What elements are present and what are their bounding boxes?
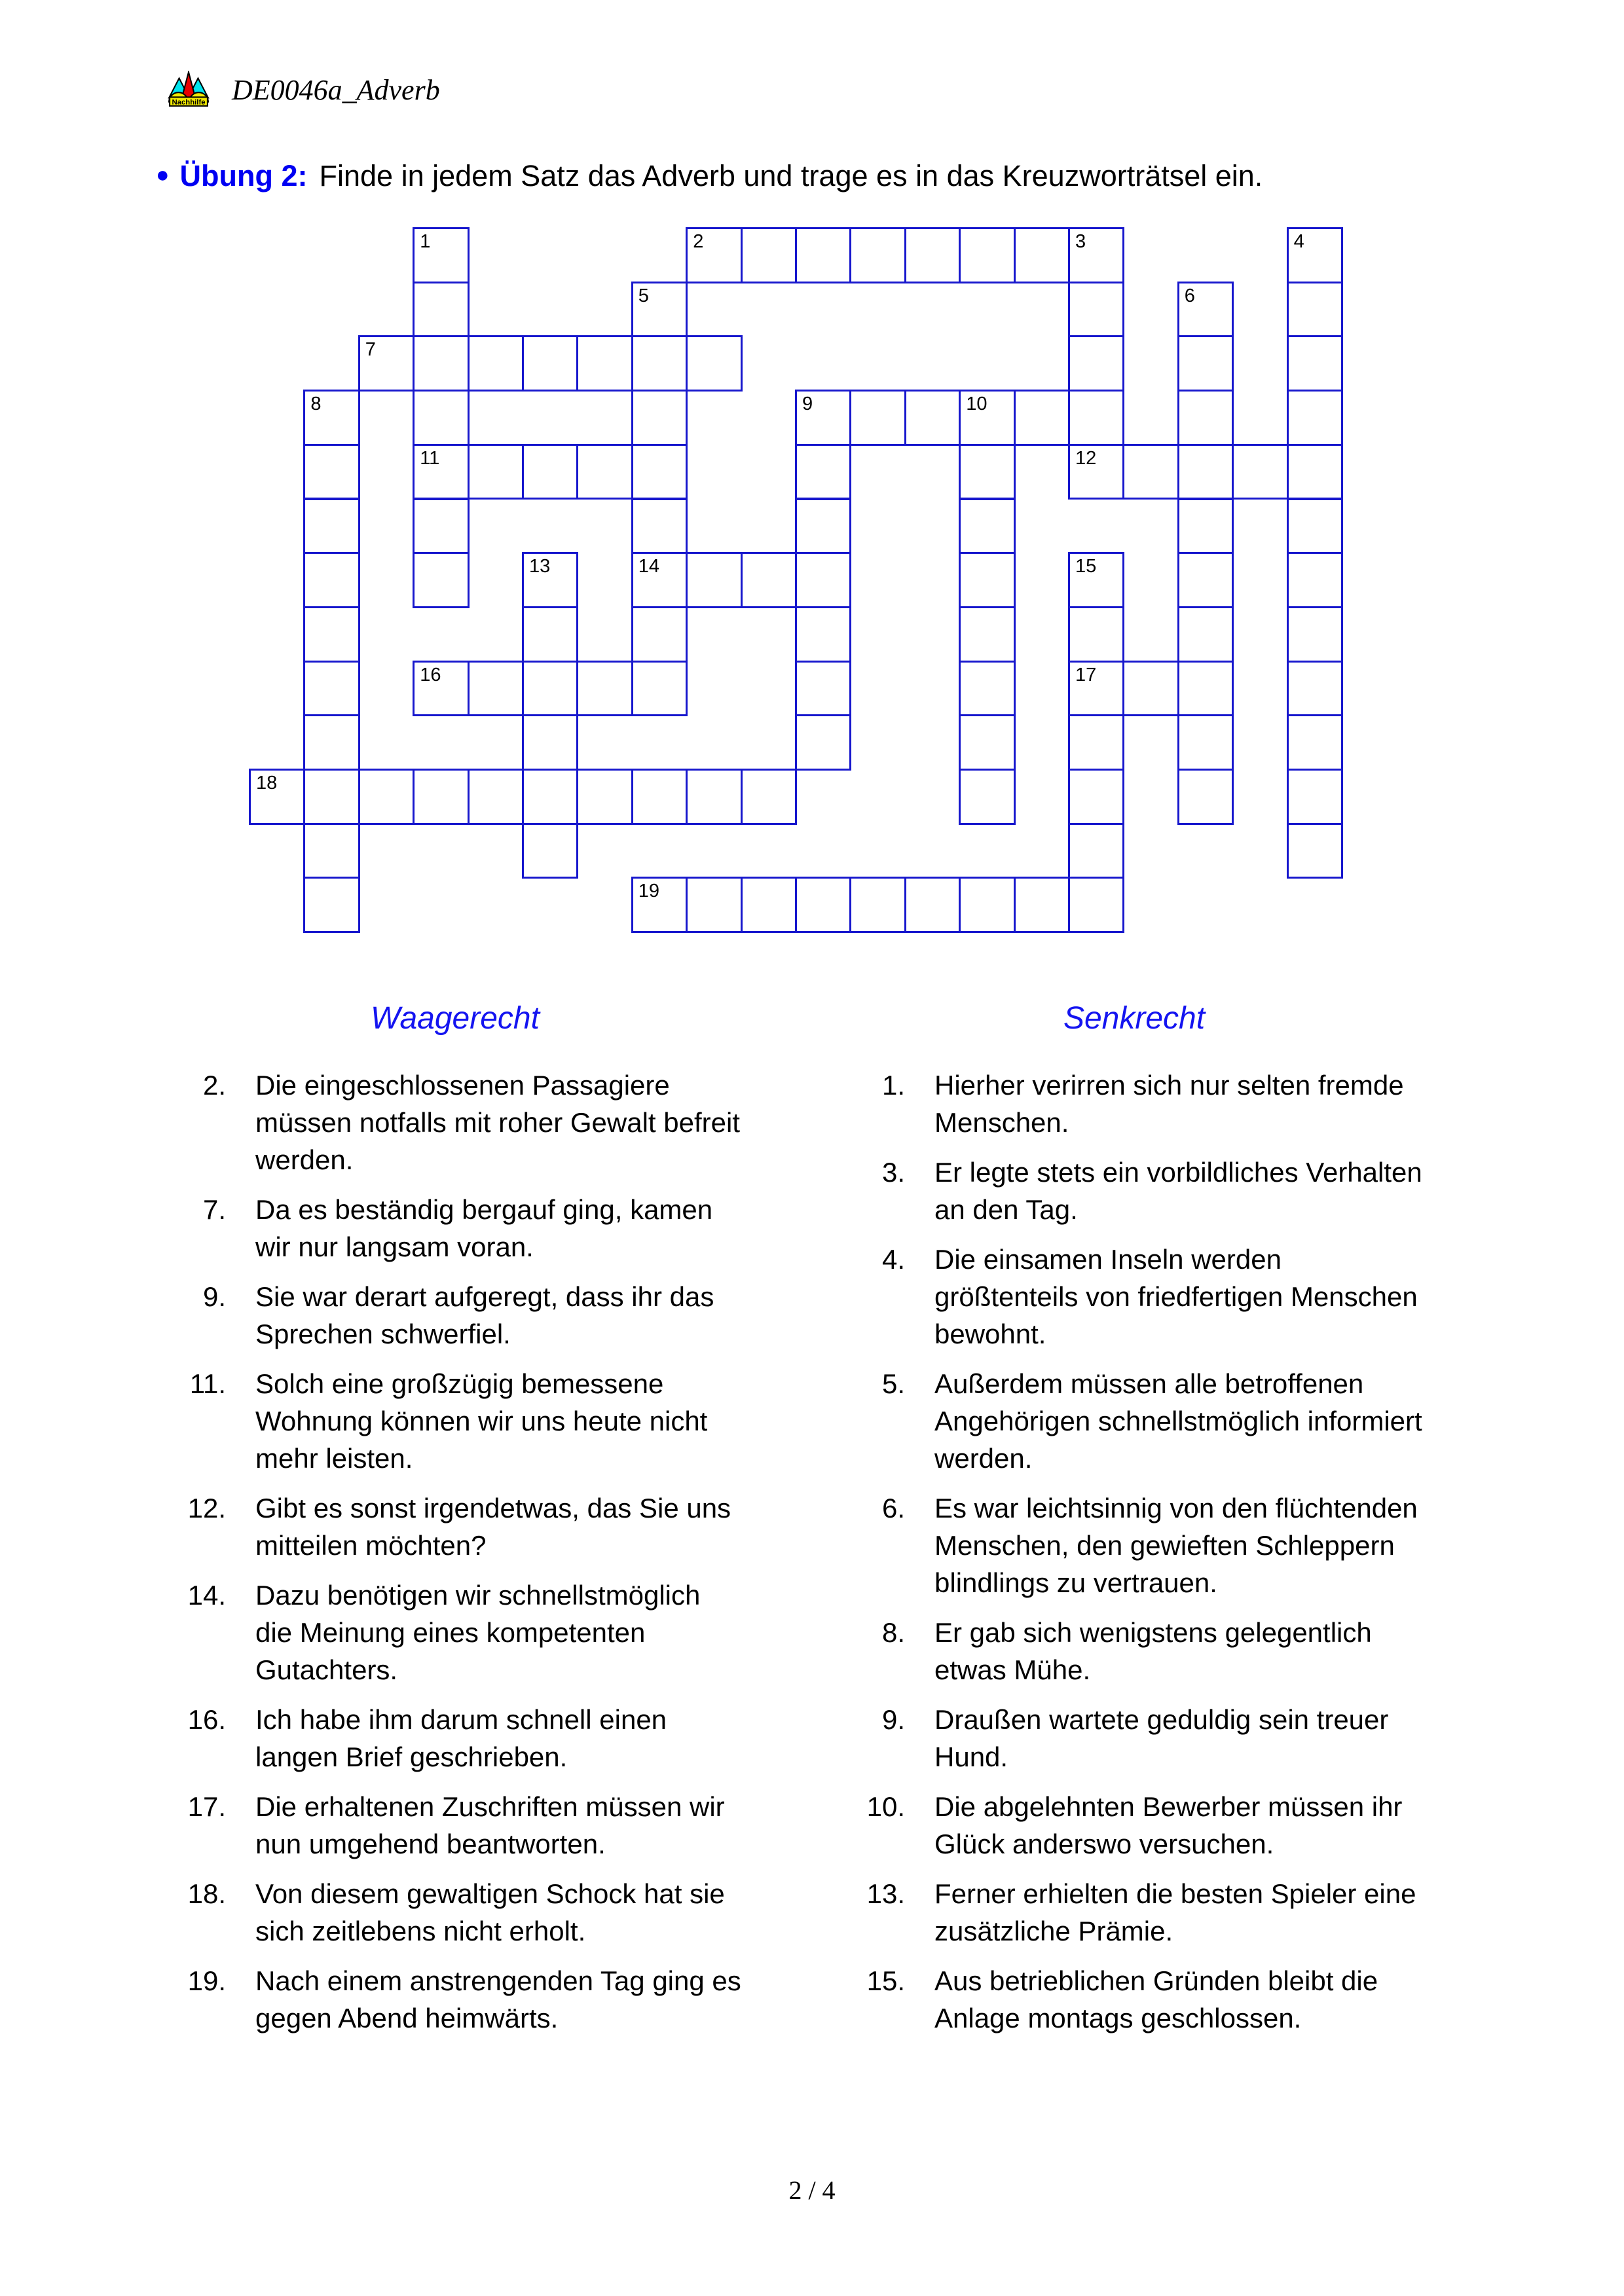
clue-number: 4.	[881, 1244, 905, 1275]
clue-text: Da es beständig bergauf ging, kamen wir nur langsam voran.	[255, 1194, 713, 1262]
clue-text: Die abgelehnten Bewerber müssen ihr Glück anderswo versuchen.	[934, 1791, 1403, 1859]
crossword-cell	[522, 823, 578, 879]
crossword-cell	[686, 769, 742, 825]
crossword-cell	[849, 390, 906, 446]
clue-item	[820, 1788, 1449, 1863]
clue-text: Die eingeschlossenen Passagiere müssen notfalls mit roher Gewalt befreit werden.	[255, 1070, 740, 1175]
crossword-cell	[1122, 444, 1179, 500]
clue-item	[141, 1875, 769, 1950]
clue-text: Er gab sich wenigstens gelegentlich etwas Mühe.	[934, 1617, 1372, 1685]
clue-text: Ich habe ihm darum schnell einen langen Brief geschrieben.	[255, 1704, 667, 1772]
crossword-cell	[1068, 606, 1124, 663]
crossword-cell	[522, 444, 578, 500]
crossword-cell	[1068, 823, 1124, 879]
crossword-cell	[413, 335, 469, 392]
cell-number: 13	[529, 556, 551, 577]
crossword-cell	[358, 769, 415, 825]
clue-item	[820, 1365, 1449, 1477]
cell-number: 17	[1075, 664, 1097, 685]
crossword-cell	[1068, 877, 1124, 933]
crossword-cell	[959, 714, 1015, 771]
clue-item	[141, 1788, 769, 1863]
bullet-icon: ●	[156, 162, 170, 187]
crossword-cell	[686, 227, 742, 283]
crossword-cell	[631, 335, 688, 392]
exercise-instruction	[156, 159, 1263, 193]
crossword-cell	[1014, 227, 1070, 283]
crossword-cell	[1287, 444, 1343, 500]
crossword-cell	[631, 444, 688, 500]
exercise-label: Übung 2:	[179, 159, 308, 192]
crossword-cell	[1068, 552, 1124, 608]
clue-number: 19.	[187, 1965, 226, 1996]
crossword-cell	[795, 498, 851, 555]
crossword-cell	[741, 877, 797, 933]
crossword-cell	[413, 227, 469, 283]
clue-text: Draußen wartete geduldig sein treuer Hund.	[934, 1704, 1389, 1772]
crossword-cell	[1068, 282, 1124, 338]
crossword-cell	[795, 877, 851, 933]
crossword-cell	[1287, 606, 1343, 663]
cell-number: 9	[802, 393, 813, 415]
clue-text: Die einsamen Inseln werden größtenteils von friedfertigen Menschen bewohnt.	[934, 1244, 1418, 1349]
clue-text: Nach einem anstrengenden Tag ging es gegen Abend heimwärts.	[255, 1965, 741, 2033]
crossword-cell	[959, 661, 1015, 717]
crossword-cell	[1122, 661, 1179, 717]
crossword-cell	[468, 661, 524, 717]
clue-item	[820, 1701, 1449, 1776]
crossword-cell	[631, 390, 688, 446]
crossword-cell	[959, 498, 1015, 555]
crossword-cell	[522, 769, 578, 825]
crossword-cell	[959, 877, 1015, 933]
cell-number: 8	[310, 393, 322, 415]
crossword-cell	[849, 877, 906, 933]
clue-number: 16.	[187, 1704, 226, 1735]
crossword-cell	[795, 552, 851, 608]
crossword-cell	[303, 661, 360, 717]
logo-banner-label: Nachhilfe	[172, 98, 206, 107]
nachhilfe-logo	[168, 71, 210, 107]
crossword-cell	[959, 769, 1015, 825]
crossword-cell	[741, 769, 797, 825]
crossword-cell	[1068, 714, 1124, 771]
clue-number: 3.	[881, 1157, 905, 1188]
clue-item	[820, 1489, 1449, 1601]
clue-item	[820, 1066, 1449, 1141]
crossword-cell	[413, 390, 469, 446]
crossword-cell	[303, 444, 360, 500]
crossword-cell	[1232, 444, 1288, 500]
clue-item	[141, 1489, 769, 1564]
clue-number: 15.	[866, 1965, 905, 1996]
crossword-cell	[631, 606, 688, 663]
crossword-cell	[904, 227, 961, 283]
clue-text: Dazu benötigen wir schnellstmöglich die Meinung eines kompetenten Gutachters.	[255, 1580, 701, 1685]
clue-item	[141, 1576, 769, 1688]
cell-number: 2	[693, 231, 704, 252]
crossword-cell	[413, 552, 469, 608]
crossword-cell	[303, 714, 360, 771]
crossword-cell	[1177, 552, 1234, 608]
crossword-cell	[1177, 335, 1234, 392]
crossword-cell	[413, 769, 469, 825]
crossword-cell	[741, 552, 797, 608]
crossword-cell	[1014, 390, 1070, 446]
crossword-cell	[795, 390, 851, 446]
crossword-cell	[522, 661, 578, 717]
cell-number: 4	[1293, 231, 1304, 252]
crossword-cell	[631, 661, 688, 717]
crossword-cell	[1177, 444, 1234, 500]
clue-item	[141, 1962, 769, 2037]
clues-down-title: Senkrecht	[1063, 1001, 1206, 1036]
crossword-cell	[522, 335, 578, 392]
crossword-cell	[468, 335, 524, 392]
clue-text: Sie war derart aufgeregt, dass ihr das Sprechen schwerfiel.	[255, 1281, 714, 1349]
cell-number: 19	[638, 881, 660, 902]
cell-number: 11	[420, 447, 440, 469]
crossword-cell	[576, 661, 633, 717]
clue-number: 12.	[187, 1493, 226, 1523]
clue-number: 10.	[866, 1791, 905, 1822]
crossword-cell	[522, 552, 578, 608]
clue-item	[141, 1191, 769, 1266]
crossword-cell	[741, 227, 797, 283]
cell-number: 3	[1075, 231, 1086, 252]
clue-text: Er legte stets ein vorbildliches Verhalten an den Tag.	[934, 1157, 1422, 1225]
crossword-cell	[303, 769, 360, 825]
crossword-cell	[303, 498, 360, 555]
clues-across-list	[141, 1066, 769, 2037]
clue-item	[820, 1614, 1449, 1688]
crossword-cell	[686, 552, 742, 608]
crossword-cell	[413, 661, 469, 717]
crossword-cell	[413, 444, 469, 500]
clues-across-title: Waagerecht	[371, 1001, 540, 1036]
clue-text: Solch eine großzügig bemessene Wohnung können wir uns heute nicht mehr leisten.	[255, 1368, 708, 1474]
crossword-cell	[959, 390, 1015, 446]
crossword-cell	[1068, 661, 1124, 717]
clue-item	[820, 1241, 1449, 1353]
clue-text: Von diesem gewaltigen Schock hat sie sich zeitlebens nicht erholt.	[255, 1878, 725, 1946]
clue-number: 6.	[881, 1493, 905, 1523]
crossword-cell	[1068, 444, 1124, 500]
cell-number: 14	[638, 556, 660, 577]
crossword-cell	[795, 606, 851, 663]
clue-item	[141, 1278, 769, 1353]
cell-number: 7	[365, 339, 376, 361]
clue-text: Ferner erhielten die besten Spieler eine zusätzliche Prämie.	[934, 1878, 1416, 1946]
cell-number: 6	[1184, 285, 1195, 306]
document-code: DE0046a_Adverb	[232, 74, 440, 106]
crossword-cell	[303, 390, 360, 446]
crossword-cell	[1177, 769, 1234, 825]
crossword-cell	[1068, 227, 1124, 283]
crossword-cell	[849, 227, 906, 283]
crossword-cell	[468, 769, 524, 825]
crossword-cell	[631, 498, 688, 555]
crossword-cell	[1287, 282, 1343, 338]
crossword-cell	[1177, 714, 1234, 771]
crossword-cell	[1177, 282, 1234, 338]
crossword-cell	[1287, 661, 1343, 717]
clue-number: 2.	[202, 1070, 226, 1101]
clue-number: 14.	[187, 1580, 226, 1611]
crossword-cell	[1068, 390, 1124, 446]
crossword-cell	[1287, 552, 1343, 608]
exercise-text: Finde in jedem Satz das Adverb und trage es in das Kreuzworträtsel ein.	[319, 159, 1263, 192]
clue-number: 11.	[189, 1368, 226, 1399]
crossword-cell	[631, 877, 688, 933]
clues-across-section	[141, 1000, 769, 2049]
crossword-cell	[631, 282, 688, 338]
clue-text: Die erhaltenen Zuschriften müssen wir nun umgehend beantworten.	[255, 1791, 725, 1859]
clue-text: Außerdem müssen alle betroffenen Angehörigen schnellstmöglich informiert werden.	[934, 1368, 1422, 1474]
cell-number: 12	[1075, 447, 1097, 469]
clue-number: 17.	[187, 1791, 226, 1822]
crossword-cell	[1287, 335, 1343, 392]
crossword-cell	[1177, 498, 1234, 555]
clue-item	[820, 1962, 1449, 2037]
crossword-cell	[904, 877, 961, 933]
clue-text: Hierher verirren sich nur selten fremde Menschen.	[934, 1070, 1404, 1138]
clue-number: 18.	[187, 1878, 226, 1909]
crossword-cell	[795, 661, 851, 717]
cell-number: 16	[420, 664, 441, 685]
clue-text: Gibt es sonst irgendetwas, das Sie uns mitteilen möchten?	[255, 1493, 731, 1561]
crossword-cell	[631, 769, 688, 825]
clues-down-section	[820, 1000, 1449, 2049]
crossword-cell	[1287, 227, 1343, 283]
crossword-cell	[303, 552, 360, 608]
crossword-cell	[1287, 823, 1343, 879]
crossword-cell	[1177, 390, 1234, 446]
crossword-cell	[1287, 390, 1343, 446]
crossword-cell	[959, 444, 1015, 500]
crossword-cell	[303, 823, 360, 879]
cell-number: 18	[256, 773, 278, 793]
clue-item	[141, 1365, 769, 1477]
clues-down-list	[820, 1066, 1449, 2037]
crossword-grid	[249, 227, 1346, 934]
crossword-cell	[413, 282, 469, 338]
clue-number: 5.	[881, 1368, 905, 1399]
crossword-cell	[1287, 498, 1343, 555]
crossword-cell	[413, 498, 469, 555]
crossword-cell	[303, 877, 360, 933]
clue-item	[820, 1154, 1449, 1228]
crossword-cell	[576, 769, 633, 825]
cell-number: 5	[638, 285, 649, 306]
crossword-cell	[522, 714, 578, 771]
crossword-cell	[795, 444, 851, 500]
crossword-cell	[686, 335, 742, 392]
crossword-cell	[576, 335, 633, 392]
page-number-footer: 2 / 4	[788, 2176, 836, 2205]
crossword-cell	[1287, 714, 1343, 771]
mountain-logo-icon	[168, 71, 210, 107]
crossword-cell	[959, 552, 1015, 608]
crossword-cell	[795, 714, 851, 771]
clue-text: Es war leichtsinnig von den flüchtenden Menschen, den gewieften Schleppern blindlings zu vertrauen.	[934, 1493, 1418, 1598]
crossword-cell	[1177, 661, 1234, 717]
crossword-cell	[904, 390, 961, 446]
crossword-cell	[795, 227, 851, 283]
crossword-cell	[959, 227, 1015, 283]
clue-number: 8.	[881, 1617, 905, 1648]
crossword-cell	[1068, 769, 1124, 825]
cell-number: 15	[1075, 556, 1097, 577]
crossword-cell	[631, 552, 688, 608]
crossword-cell	[522, 606, 578, 663]
cell-number: 1	[420, 231, 431, 252]
crossword-cell	[468, 444, 524, 500]
clue-number: 13.	[866, 1878, 905, 1909]
clue-text: Aus betrieblichen Gründen bleibt die Anlage montags geschlossen.	[934, 1965, 1378, 2033]
crossword-cell	[1014, 877, 1070, 933]
clue-item	[141, 1066, 769, 1178]
clue-number: 9.	[202, 1281, 226, 1312]
crossword-cell	[1287, 769, 1343, 825]
crossword-cell	[303, 606, 360, 663]
crossword-cell	[249, 769, 305, 825]
clue-number: 9.	[881, 1704, 905, 1735]
cell-number: 10	[966, 393, 987, 415]
crossword-cell	[959, 606, 1015, 663]
crossword-cell	[358, 335, 415, 392]
clue-number: 1.	[881, 1070, 905, 1101]
crossword-cell	[576, 444, 633, 500]
clue-item	[141, 1701, 769, 1776]
clue-item	[820, 1875, 1449, 1950]
crossword-cell	[686, 877, 742, 933]
crossword-cell	[1177, 606, 1234, 663]
crossword-cell	[1068, 335, 1124, 392]
clue-number: 7.	[202, 1194, 226, 1225]
